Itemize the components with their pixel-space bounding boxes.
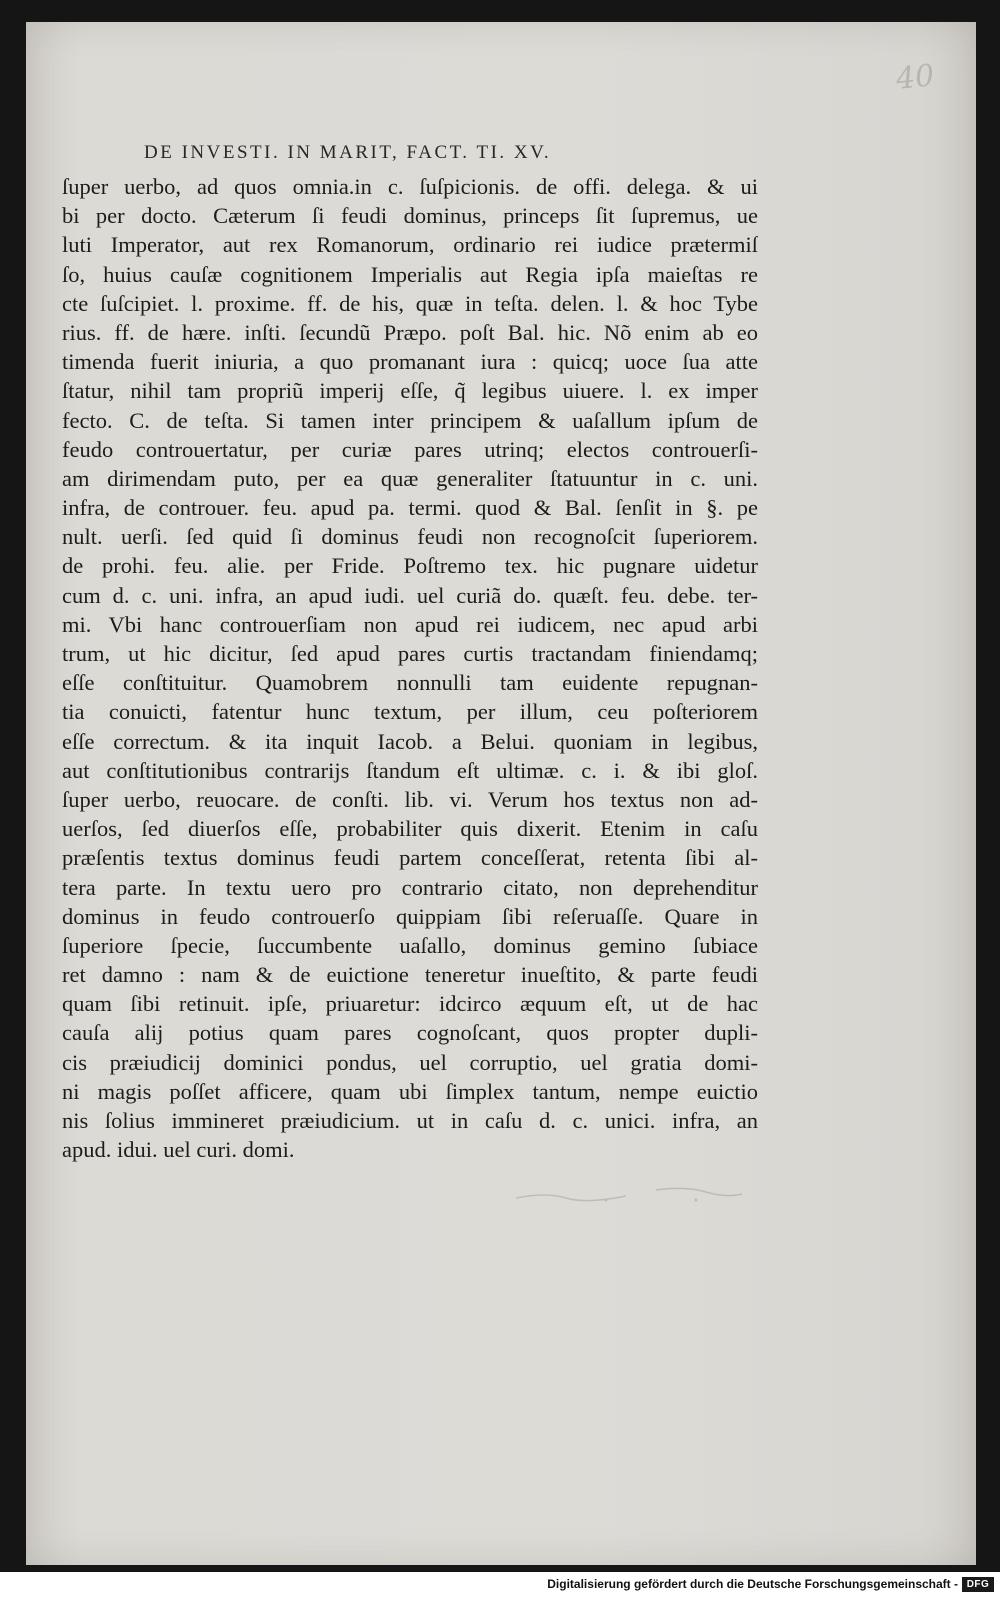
text-line xyxy=(62,697,758,726)
text-line-content: nis ſolius immineret præiudicium. ut in caſu d. c. unici. infra, an xyxy=(62,1108,758,1133)
footer-credit: Digitalisierung gefördert durch die Deutsche Forschungsgemeinschaft - xyxy=(547,1577,958,1591)
text-line xyxy=(62,1106,758,1135)
text-line-content: cum d. c. uni. infra, an apud iudi. uel curiã do. quæſt. feu. debe. ter- xyxy=(62,582,758,608)
text-line-content: aut conſtitutionibus contrarijs ſtandum eſt ultimæ. c. i. & ibi gloſ. xyxy=(62,757,758,783)
text-line-content: quam ſibi retinuit. ipſe, priuaretur: idcirco æquum eſt, ut de hac xyxy=(62,991,758,1017)
text-line-content: de prohi. feu. alie. per Fride. Poſtremo tex. hic pugnare uidetur xyxy=(62,553,758,579)
body-text xyxy=(62,172,758,1164)
text-line-content: tera parte. In textu uero pro contrario citato, non deprehenditur xyxy=(62,874,758,900)
text-line xyxy=(62,522,758,551)
text-line xyxy=(62,785,758,814)
text-line xyxy=(62,814,758,843)
text-line xyxy=(62,668,758,697)
text-line xyxy=(62,260,758,289)
text-line-content: præſentis textus dominus feudi partem conceſſerat, retenta ſibi al- xyxy=(62,845,758,871)
text-line xyxy=(62,1077,758,1106)
text-line xyxy=(62,756,758,785)
text-line xyxy=(62,347,758,376)
text-line-content: tia conuicti, fatentur hunc textum, per illum, ceu poſteriorem xyxy=(62,699,758,725)
text-line-content: dominus in feudo controuerſo quippiam ſibi reſeruaſſe. Quare in xyxy=(62,903,758,929)
text-line-content: mi. Vbi hanc controuerſiam non apud rei iudicem, nec apud arbi xyxy=(62,611,758,637)
text-line xyxy=(62,289,758,318)
text-line-content: cauſa alij potius quam pares cognoſcant, quos propter dupli- xyxy=(62,1020,758,1046)
text-line-content: trum, ut hic dicitur, ſed apud pares curtis tractandam finiendamq; xyxy=(62,641,758,666)
text-line-content: timenda fuerit iniuria, a quo promanant iura : quicq; uoce ſua atte xyxy=(62,349,758,375)
text-line-content: ſuperiore ſpecie, ſuccumbente uaſallo, dominus gemino ſubiace xyxy=(62,932,758,958)
text-line-content: bi per docto. Cæterum ſi feudi dominus, princeps ſit ſupremus, ue xyxy=(62,203,758,229)
text-line xyxy=(62,960,758,989)
text-line-content: cte ſuſcipiet. l. proxime. ff. de his, quæ in teſta. delen. l. & hoc Tybe xyxy=(62,290,758,316)
text-line-content: ſtatur, nihil tam propriũ imperij eſſe, q̃ legibus uiuere. l. ex imper xyxy=(62,378,758,404)
text-line-content: eſſe conſtituitur. Quamobrem nonnulli tam euidente repugnan- xyxy=(62,670,758,696)
text-line xyxy=(62,902,758,931)
text-line xyxy=(62,551,758,580)
folio-number: 40 xyxy=(894,58,936,97)
text-line-content: ſuper uerbo, reuocare. de conſti. lib. vi. Verum hos textus non ad- xyxy=(62,786,758,812)
text-line xyxy=(62,727,758,756)
ink-smudge xyxy=(506,1182,746,1206)
text-line-content: uerſos, ſed diuerſos eſſe, probabiliter quis dixerit. Etenim in caſu xyxy=(62,816,758,842)
text-line-content: infra, de controuer. feu. apud pa. termi. quod & Bal. ſenſit in §. pe xyxy=(62,495,758,521)
text-line-content: apud. idui. uel curi. domi. xyxy=(62,1137,295,1163)
text-line-content: ret damno : nam & de euictione teneretur inueſtito, & parte feudi xyxy=(62,962,758,988)
text-line xyxy=(62,201,758,230)
running-head: DE INVESTI. IN MARIT, FACT. TI. XV. xyxy=(144,142,552,163)
text-line-content: ſuper uerbo, ad quos omnia.in c. ſuſpicionis. de offi. delega. & ui xyxy=(62,174,758,199)
text-line xyxy=(62,376,758,405)
text-line-content: cis præiudicij dominici pondus, uel corruptio, uel gratia domi- xyxy=(62,1049,758,1075)
text-line xyxy=(62,931,758,960)
dfg-logo: DFG xyxy=(962,1577,994,1592)
text-line xyxy=(62,464,758,493)
text-line-content: luti Imperator, aut rex Romanorum, ordinario rei iudice prætermiſ xyxy=(62,232,758,258)
text-line-content: eſſe correctum. & ita inquit Iacob. a Belui. quoniam in legibus, xyxy=(62,728,758,754)
text-line xyxy=(62,230,758,259)
text-line xyxy=(62,989,758,1018)
text-line-content: nult. uerſi. ſed quid ſi dominus feudi non recognoſcit ſuperiorem. xyxy=(62,524,758,550)
text-line xyxy=(62,610,758,639)
text-line xyxy=(62,435,758,464)
text-line xyxy=(62,873,758,902)
footer-bar xyxy=(0,1572,1000,1597)
text-line xyxy=(62,843,758,872)
text-line xyxy=(62,406,758,435)
text-line-content: rius. ff. de hære. inſti. ſecundũ Præpo. poſt Bal. hic. Nõ enim ab eo xyxy=(62,319,758,345)
text-line xyxy=(62,318,758,347)
text-line-content: am dirimendam puto, per ea quæ generaliter ſtatuuntur in c. uni. xyxy=(62,465,758,491)
text-line xyxy=(62,1018,758,1047)
text-line-content: fecto. C. de teſta. Si tamen inter principem & uaſallum ipſum de xyxy=(62,407,758,433)
text-line xyxy=(62,1048,758,1077)
book-page xyxy=(26,22,976,1565)
text-line xyxy=(62,1135,758,1164)
text-line xyxy=(62,172,758,201)
text-line xyxy=(62,639,758,668)
text-line xyxy=(62,493,758,522)
text-line-content: ſo, huius cauſæ cognitionem Imperialis aut Regia ipſa maieſtas re xyxy=(62,261,758,287)
text-line-content: ni magis poſſet afficere, quam ubi ſimplex tantum, nempe euictio xyxy=(62,1078,758,1104)
text-line xyxy=(62,581,758,610)
text-line-content: feudo controuertatur, per curiæ pares utrinq; electos controuerſi- xyxy=(62,436,758,462)
